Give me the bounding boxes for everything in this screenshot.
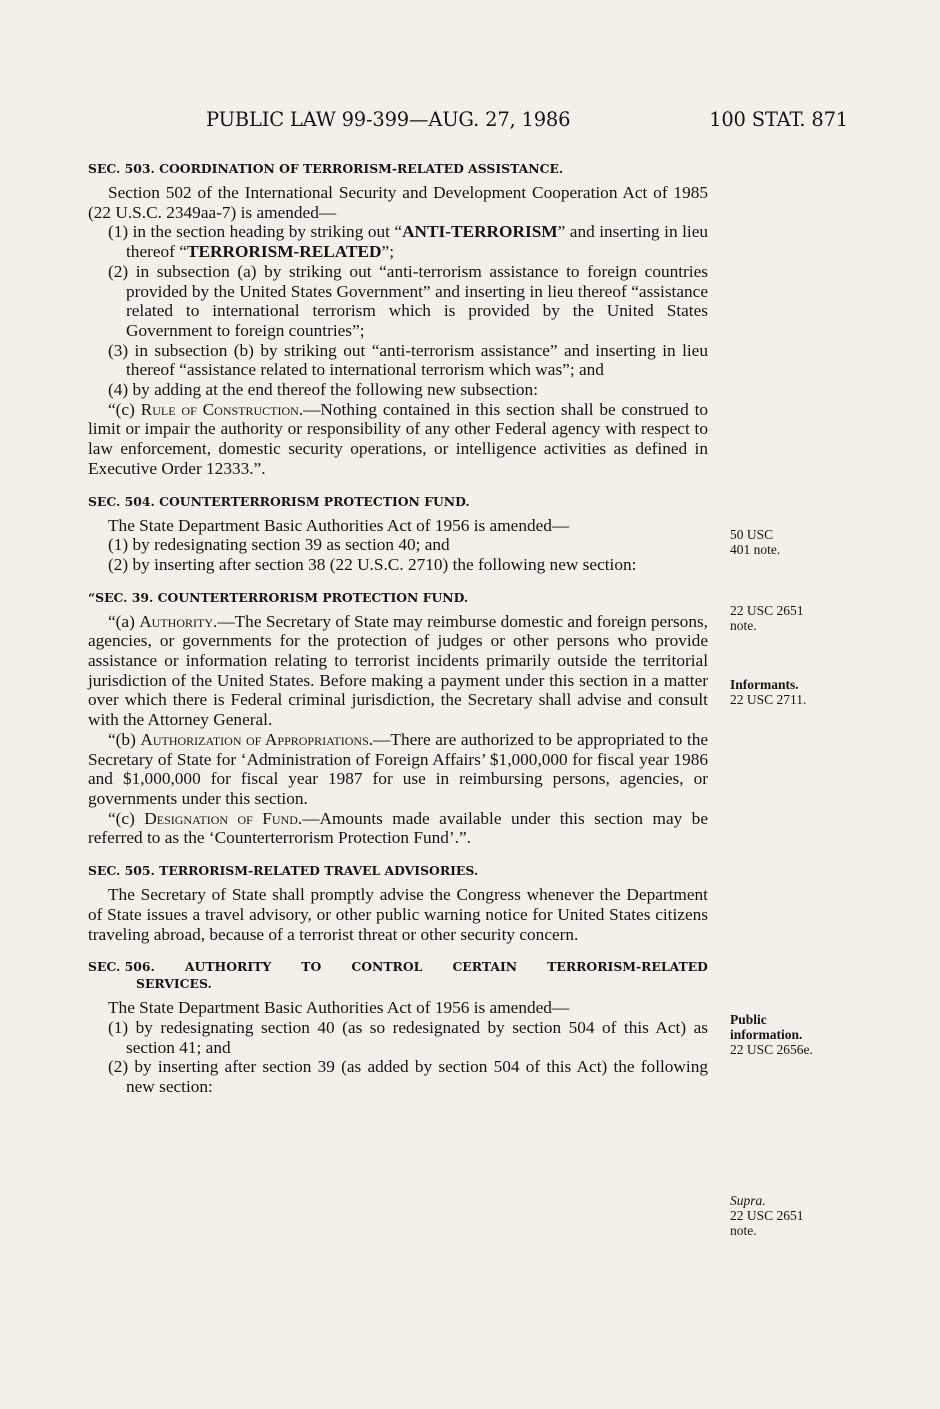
item-1-text-c: ” and inserting in lieu thereof “ [126, 222, 709, 262]
section-504-intro: The State Department Basic Authorities Act of 1956 is amended— [108, 515, 570, 535]
subsection-a-label: Authority [139, 611, 214, 631]
margin-note-line: 401 note. [730, 542, 781, 557]
stat-page-number: 100 STAT. 871 [709, 108, 848, 131]
heading-continuation: SERVICES. [136, 976, 212, 992]
subsection-c-label: Designation of Fund [144, 808, 298, 828]
heading-word: TERRORISM-RELATED [547, 959, 708, 975]
heading-word: CERTAIN [452, 959, 518, 975]
section-506-intro: The State Department Basic Authorities Act of 1956 is amended— [108, 998, 570, 1018]
margin-note-50-usc [730, 527, 870, 557]
inserted-heading-text: TERRORISM-RELATED [186, 242, 382, 262]
margin-note-line: 22 USC 2651 [730, 1208, 804, 1223]
subsection-c-text: .—Amounts made available under this section may be referred to as the ‘Counterterrorism Protection Fund’.”. [88, 808, 708, 848]
subsection-b-label: Authorization of Appropriations [140, 729, 369, 749]
subsection-b-text: .—There are authorized to be appropriated to the Secretary of State for ‘Administration of Foreign Affairs’ $1,000,000 for fiscal year 1986 and $1,000,000 for fiscal year 1987 for use in reimbursing persons, agencies, or governments under this section. [88, 729, 709, 808]
heading-word: TO [301, 959, 322, 975]
heading-word: CONTROL [351, 959, 423, 975]
margin-note-line: 22 USC 2651 [730, 603, 804, 618]
subsection-a-text: .—The Secretary of State may reimburse domestic and foreign persons, agencies, or governments for the protection of judges or other persons who provide assistance or information relating to terrorist incidents primarily outside the territorial jurisdiction of the United States. Before making a payment under this section in a matter over which there is Federal criminal jurisdiction, the Secretary shall advise and consult with the Attorney General. [88, 611, 709, 730]
margin-note-line: note. [730, 1223, 757, 1238]
running-title: PUBLIC LAW 99-399—AUG. 27, 1986 [206, 108, 571, 131]
section-39-subsection-a [88, 612, 708, 730]
margin-note-topic: Public [730, 1012, 767, 1027]
margin-note-supra-label: Supra. [730, 1193, 766, 1208]
subsection-b-open: “(b) [108, 729, 141, 749]
section-503-item-2: (2) in subsection (a) by striking out “anti-terrorism assistance to foreign countries provided by the United States Government” and inserting in lieu thereof “assistance related to international terrorism which is provided by the United States Government to foreign countries”; [108, 261, 708, 340]
section-503-heading: SEC. 503. COORDINATION OF TERRORISM-RELATED ASSISTANCE. [88, 161, 564, 176]
margin-note-line: 50 USC [730, 527, 774, 542]
margin-note-line: 22 USC 2656e. [730, 1042, 813, 1057]
item-1-text-a: (1) in the section heading by striking out “ [108, 222, 403, 242]
margin-note-topic: information. [730, 1027, 803, 1042]
section-39-subsection-b [88, 730, 708, 809]
margin-note-topic: Informants. [730, 677, 799, 692]
margin-note-22-usc-2651 [730, 603, 870, 633]
section-503-item-3: (3) in subsection (b) by striking out “anti-terrorism assistance” and inserting in lieu thereof “assistance related to international terrorism which was”; and [108, 340, 708, 380]
section-39-subsection-c [88, 809, 708, 848]
heading-word: AUTHORITY [184, 959, 272, 975]
margin-note-supra [730, 1193, 870, 1238]
section-504-item-2: (2) by inserting after section 38 (22 U.S.C. 2710) the following new section: [108, 554, 637, 574]
section-504-heading: SEC. 504. COUNTERTERRORISM PROTECTION FUND. [88, 493, 470, 509]
subsection-c-open: “(c) [108, 399, 141, 419]
new-section-39-heading: “SEC. 39. COUNTERTERRORISM PROTECTION FUND. [88, 589, 469, 605]
section-504-item-1: (1) by redesignating section 39 as section 40; and [108, 535, 450, 555]
section-503-item-4: (4) by adding at the end thereof the following new subsection: [108, 380, 538, 400]
subsection-c-open: “(c) [108, 808, 145, 828]
struck-heading-text: ANTI-TERRORISM [402, 222, 558, 242]
item-1-text-e: ”; [381, 242, 395, 262]
margin-note-line: 22 USC 2711. [730, 692, 807, 707]
subsection-c-text: .—Nothing contained in this section shall be construed to limit or impair the authority or responsibility of any other Federal agency with respect to law enforcement, domestic security operations, or intelligence activities as defined in Executive Order 12333.”. [88, 399, 709, 478]
section-505-text: The Secretary of State shall promptly advise the Congress whenever the Department of State issues a travel advisory, or other public warning notice for United States citizens traveling abroad, because of a terrorist threat or other security concern. [88, 885, 708, 944]
page-header [88, 108, 848, 138]
section-505-heading: SEC. 505. TERRORISM-RELATED TRAVEL ADVISORIES. [88, 863, 479, 879]
section-503-intro: Section 502 of the International Security and Development Cooperation Act of 1985 (22 U.S.C. 2349aa-7) is amended— [88, 183, 708, 222]
section-506-heading [88, 958, 708, 992]
section-506-item-2: (2) by inserting after section 39 (as added by section 504 of this Act) the following new section: [108, 1057, 708, 1097]
margin-note-line: note. [730, 618, 757, 633]
section-506-item-1: (1) by redesignating section 40 (as so redesignated by section 504 of this Act) as section 41; and [108, 1017, 708, 1057]
section-503-item-1 [88, 222, 708, 261]
section-503-subsection-c [88, 400, 708, 479]
margin-note-informants [730, 677, 870, 707]
heading-word: SEC. 506. [88, 959, 155, 975]
subsection-c-label: Rule of Construction [140, 399, 299, 419]
main-text-column [88, 160, 708, 1097]
margin-note-public-information [730, 1012, 870, 1057]
subsection-a-open: “(a) [108, 611, 140, 631]
